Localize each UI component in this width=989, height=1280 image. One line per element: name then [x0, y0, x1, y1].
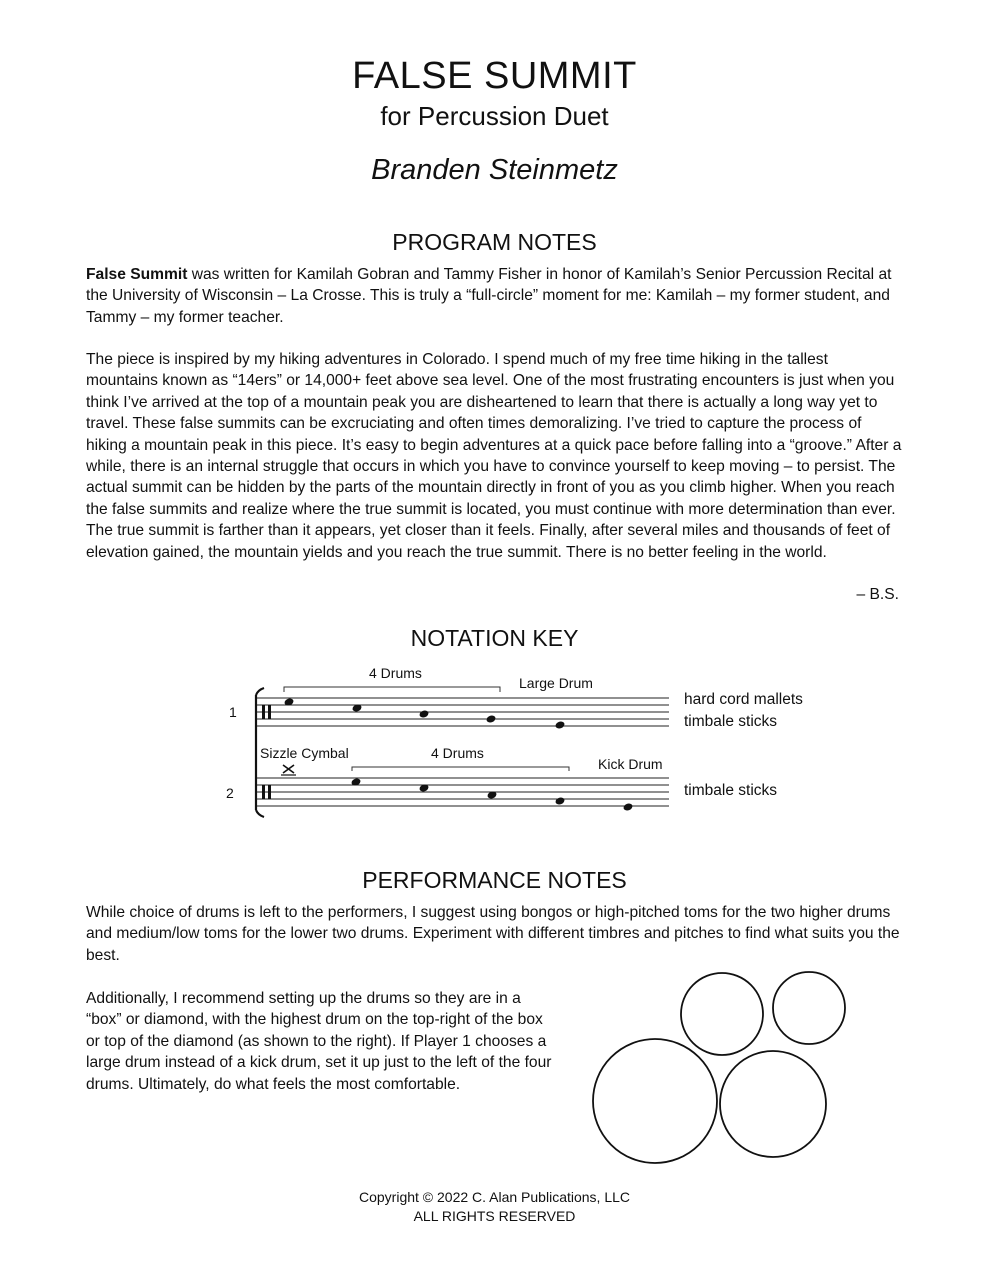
notehead-kick-drum — [623, 802, 634, 811]
notehead-drum-4 — [555, 796, 566, 805]
staff-1-noteheads — [284, 697, 566, 729]
drum-circle-bottom-right — [720, 1051, 826, 1157]
notehead-drum-3 — [419, 709, 430, 718]
staff-1-mallets-label: hard cord mallets — [684, 691, 803, 708]
staff-1 — [255, 698, 669, 726]
notehead-drum-4 — [486, 714, 497, 723]
drum-circle-large-left — [593, 1039, 717, 1163]
kick-drum-label: Kick Drum — [598, 756, 663, 772]
performance-notes-heading: PERFORMANCE NOTES — [362, 867, 627, 893]
rights-line: ALL RIGHTS RESERVED — [413, 1208, 576, 1224]
piece-title: FALSE SUMMIT — [352, 55, 637, 97]
performance-notes-paragraph-1 — [86, 902, 904, 966]
drum-circle-top-right — [773, 972, 845, 1044]
performance-notes-paragraph-2 — [86, 988, 560, 1095]
staff-2-sticks-label: timbale sticks — [684, 782, 778, 799]
sizzle-cymbal-notehead — [281, 765, 296, 775]
staff-2-number: 2 — [226, 785, 234, 801]
large-drum-label: Large Drum — [519, 675, 593, 691]
staff-1-sticks-label: timbale sticks — [684, 713, 778, 730]
performance-notes-p1-text: While choice of drums is left to the performers, I suggest using bongos or high-pitched toms for the two higher drums and medium/low toms for the lower two drums. Experiment with different timbres and pitches to find what suits you the best. — [86, 904, 900, 964]
signature: – B.S. — [856, 586, 899, 603]
program-notes-heading: PROGRAM NOTES — [392, 229, 597, 255]
composer-name: Branden Steinmetz — [371, 154, 618, 186]
piece-subtitle: for Percussion Duet — [380, 101, 609, 131]
staff-2 — [255, 778, 669, 806]
program-notes-p1-text: was written for Kamilah Gobran and Tammy Fisher in honor of Kamilah’s Senior Percussion Recital at the University of Wisconsin – La Crosse. This is truly a “full-circle” moment for me: Kamilah – my former student, and Tammy – my former teacher. — [86, 266, 892, 326]
staff-2-noteheads — [351, 777, 634, 811]
four-drums-label-top: 4 Drums — [369, 665, 422, 681]
drum-circle-top-middle — [681, 973, 763, 1055]
performance-notes-p2-text: Additionally, I recommend setting up the drums so they are in a “box” or diamond, with the highest drum on the top-right of the box or top of the diamond (as shown to the right). If Player 1 chooses a large drum instead of a kick drum, set it up just to the left of the four drums. Ultimately, do what feels the most comfortable. — [86, 990, 552, 1093]
four-drums-label-bottom: 4 Drums — [431, 745, 484, 761]
copyright-block — [0, 1188, 989, 1226]
piece-title-inline: False Summit — [86, 266, 188, 283]
sizzle-cymbal-label: Sizzle Cymbal — [260, 745, 349, 761]
drum-setup-diagram — [593, 972, 845, 1163]
copyright-line: Copyright © 2022 C. Alan Publications, LLC — [358, 1189, 631, 1205]
notehead-large-drum — [555, 720, 566, 729]
four-drums-bracket-bottom — [352, 767, 569, 771]
four-drums-bracket-top — [284, 687, 500, 692]
staff-1-number: 1 — [229, 704, 237, 720]
notation-key-heading: NOTATION KEY — [410, 625, 579, 651]
program-notes-p2-text: The piece is inspired by my hiking adventures in Colorado. I spend much of my free time hiking in the tallest mountains known as “14ers” or 14,000+ feet above sea level. One of the most frustrating encounters is just when you think I’ve arrived at the top of a mountain peak you are disheartened to learn that there is actually a long way yet to travel. These false summits can be excruciating and often times demoralizing. I’ve tried to capture the process of hiking a mountain peak in this piece. It’s easy to begin adventures at a quick pace before falling into a “groove.” After a while, there is an internal struggle that occurs in which you have to convince yourself to keep moving – to persist. The actual summit can be hidden by the parts of the mountain directly in front of you as you climb higher. When you reach the false summits and realize where the true summit is located, you must continue with more determination than ever. The true summit is farther than it appears, yet closer than it feels. Finally, after several miles and thousands of feet of elevation gained, the mountain yields and you reach the true summit. There is no better feeling in the world. — [86, 351, 902, 561]
